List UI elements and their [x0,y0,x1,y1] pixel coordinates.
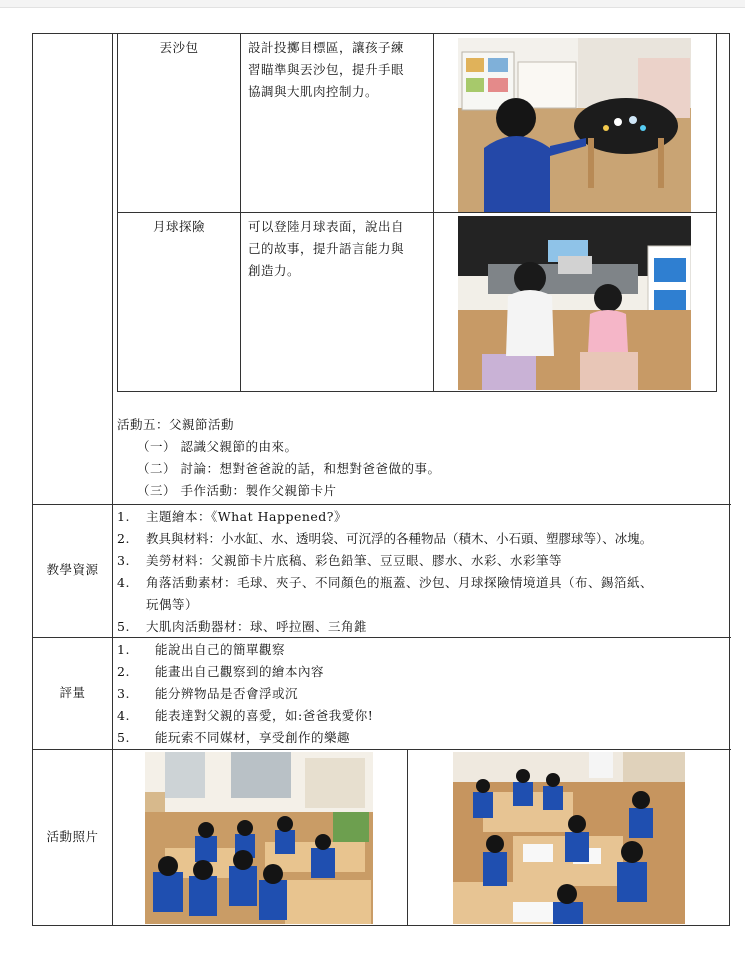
section-divider [33,637,731,638]
activity-description-line: 己的故事，提升語言能力與 [248,241,405,256]
window-top-strip [0,0,745,8]
assessment-item: 能畫出自己觀察到的繪本內容 [155,664,325,679]
resource-item-continuation: 玩偶等） [146,597,199,612]
lesson-plan-table [32,33,730,926]
inner-table-bottom-border [117,391,717,392]
assessment-item: 能說出自己的簡單觀察 [155,642,286,657]
activity5-title: 活動五：父親節活動 [117,417,235,432]
resource-item: 大肌肉活動器材：球、呼拉圈、三角錐 [146,619,368,634]
photo-children-working-tables [453,752,685,924]
activity-description-line: 協調與大肌肉控制力。 [248,84,379,99]
photos-label: 活動照片 [46,829,99,844]
activity5-item: （一） 認識父親節的由來。 [137,439,298,454]
assessment-number: 4. [117,708,130,723]
inner-table-row-divider [117,212,717,213]
resource-number: 3. [117,553,130,568]
photo-child-throwing-beanbag [458,38,691,212]
assessment-number: 1. [117,642,130,657]
assessment-number: 5. [117,730,130,745]
label-column-divider [112,34,113,926]
activity-name-beanbag: 丟沙包 [159,40,199,55]
resource-number: 5. [117,619,130,634]
resource-item: 主題繪本：《What Happened?》 [146,509,348,524]
resources-label: 教學資源 [46,562,99,577]
resource-item: 教具與材料：小水缸、水、透明袋、可沉浮的各種物品（積木、小石頭、塑膠球等）、冰塊。 [146,531,653,546]
assessment-item: 能玩索不同媒材，享受創作的樂趣 [155,730,351,745]
assessment-item: 能表達對父親的喜愛，如:爸爸我愛你! [155,708,374,723]
activity-description-line: 設計投擲目標區，讓孩子練 [248,40,405,55]
activity-name-moon-exploration: 月球探險 [152,219,205,234]
photo-classroom-group [145,752,373,924]
section-divider [33,504,731,505]
activity5-item: （三） 手作活動：製作父親節卡片 [137,483,337,498]
photo-children-moon-exploration [458,216,691,390]
resource-number: 4. [117,575,130,590]
photo-column-divider [407,749,408,926]
resource-item: 美勞材料：父親節卡片底稿、彩色鉛筆、豆豆眼、膠水、水彩、水彩筆等 [146,553,563,568]
resource-item: 角落活動素材：毛球、夾子、不同顏色的瓶蓋、沙包、月球探險情境道具（布、錫箔紙、 [146,575,654,590]
activity5-item: （二） 討論：想對爸爸說的話，和想對爸爸做的事。 [137,461,441,476]
resource-number: 2. [117,531,130,546]
resource-number: 1. [117,509,130,524]
assessment-number: 3. [117,686,130,701]
section-divider [33,749,731,750]
assessment-number: 2. [117,664,130,679]
assessment-item: 能分辨物品是否會浮或沉 [155,686,299,701]
activity-description-line: 習瞄準與丟沙包，提升手眼 [248,62,405,77]
activity-description-line: 創造力。 [248,263,301,278]
assessment-label: 評量 [59,685,86,700]
activity-description-line: 可以登陸月球表面，說出自 [248,219,405,234]
